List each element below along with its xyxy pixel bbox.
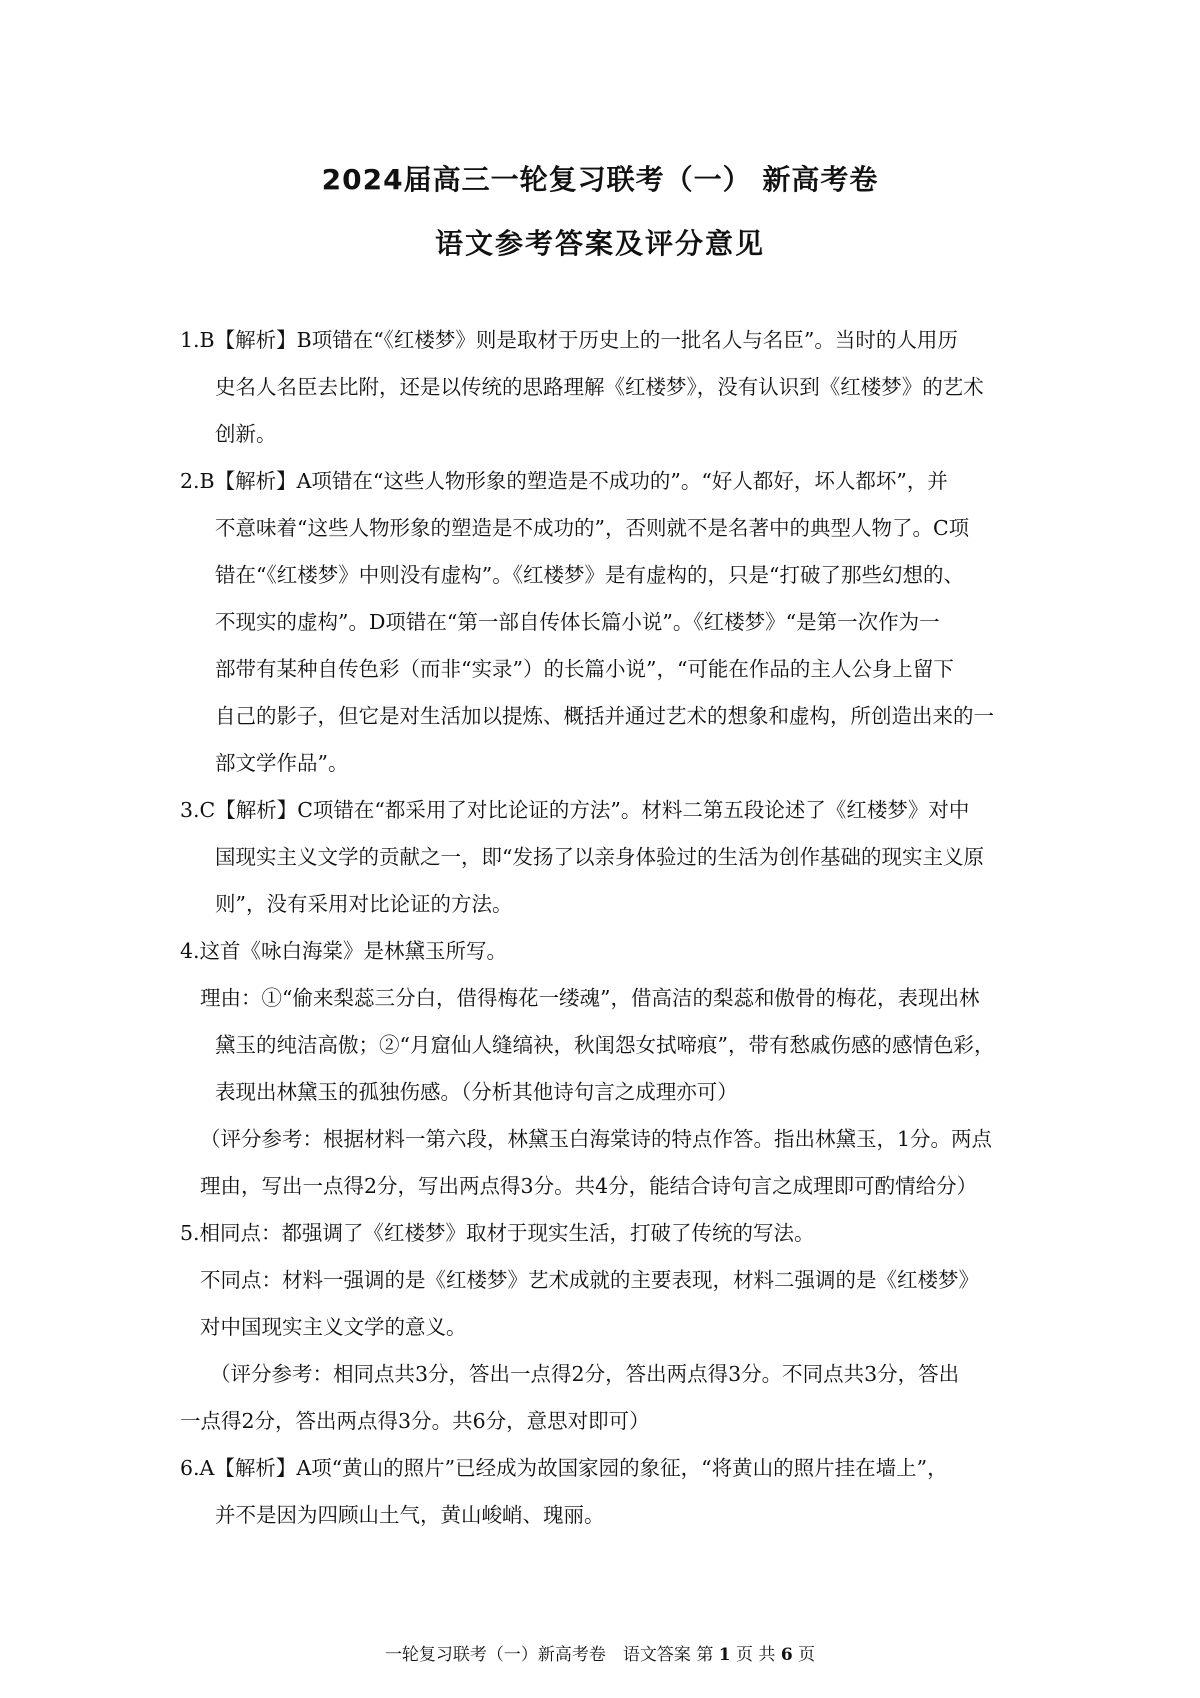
answer-item-lead-line: 1.B【解析】B项错在“《红楼梦》则是取材于历史上的一批名人与名臣”。当时的人用历	[180, 328, 958, 352]
answer-item-line: 一点得2分，答出两点得3分。共6分，意思对即可）	[180, 1409, 650, 1433]
answer-item-line: 国现实主义文学的贡献之一，即“发扬了以亲身体验过的生活为创作基础的现实主义原	[215, 845, 984, 869]
answer-item-line: 史名人名臣去比附，还是以传统的思路理解《红楼梦》，没有认识到《红楼梦》的艺术	[215, 375, 984, 399]
answer-item-line: 并不是因为四顾山土气，黄山峻峭、瑰丽。	[215, 1503, 605, 1527]
answer-item-line: 不同点：材料一强调的是《红楼梦》艺术成就的主要表现，材料二强调的是《红楼梦》	[200, 1268, 979, 1292]
footer-prefix: 一轮复习联考（一）新高考卷 语文答案 第	[384, 1645, 714, 1665]
answer-item-lead-line: 3.C【解析】C项错在“都采用了对比论证的方法”。材料二第五段论述了《红楼梦》对中	[180, 798, 970, 822]
answer-item-line: 表现出林黛玉的孤独伤感。（分析其他诗句言之成理亦可）	[215, 1080, 738, 1104]
answer-item-line: （评分参考：相同点共3分，答出一点得2分，答出两点得3分。不同点共3分，答出	[210, 1362, 960, 1386]
answer-item-line: 部文学作品”。	[215, 751, 349, 775]
answer-item-line: 错在“《红楼梦》中则没有虚构”。《红楼梦》是有虚构的，只是“打破了那些幻想的、	[215, 563, 964, 587]
answer-item-line: （评分参考：根据材料一第六段，林黛玉白海棠诗的特点作答。指出林黛玉，1分。两点	[200, 1127, 993, 1151]
answer-item-lead-line: 5.相同点：都强调了《红楼梦》取材于现实生活，打破了传统的写法。	[180, 1221, 815, 1245]
answer-item-line: 黛玉的纯洁高傲；②“月窟仙人缝缟袂，秋闺怨女拭啼痕”，带有愁戚伤感的感情色彩，	[215, 1033, 995, 1057]
answer-item	[180, 934, 1030, 1203]
answer-item	[180, 323, 1030, 451]
answer-item-line: 不现实的虚构”。D项错在“第一部自传体长篇小说”。《红楼梦》“是第一次作为一	[215, 610, 940, 634]
answer-item	[180, 1451, 1030, 1532]
answer-item-lead-line: 4.这首《咏白海棠》是林黛玉所写。	[180, 939, 508, 963]
answer-item-line: 自己的影子，但它是对生活加以提炼、概括并通过艺术的想象和虚构，所创造出来的一	[215, 704, 994, 728]
footer-total-pages: 6	[780, 1645, 793, 1665]
answer-list	[180, 323, 1030, 1545]
answer-item-line: 不意味着“这些人物形象的塑造是不成功的”，否则就不是名著中的典型人物了。C项	[215, 516, 970, 540]
answer-item	[180, 1216, 1030, 1438]
answer-item-line: 理由，写出一点得2分，写出两点得3分。共4分，能结合诗句言之成理即可酌情给分）	[200, 1174, 978, 1198]
answer-item	[180, 793, 1030, 921]
answer-item-lead-line: 6.A【解析】A项“黄山的照片”已经成为故国家园的象征，“将黄山的照片挂在墙上”，	[180, 1456, 948, 1480]
answer-item-line: 部带有某种自传色彩（而非“实录”）的长篇小说”，“可能在作品的主人公身上留下	[215, 657, 954, 681]
answer-item-lead-line: 2.B【解析】A项错在“这些人物形象的塑造是不成功的”。“好人都好，坏人都坏”，并	[180, 469, 948, 493]
answer-item-line: 创新。	[215, 422, 277, 446]
answer-item-line: 对中国现实主义文学的意义。	[200, 1315, 467, 1339]
footer-suffix: 页	[798, 1645, 816, 1665]
footer-middle: 页 共	[736, 1645, 776, 1665]
answer-item-line: 理由：①“偷来梨蕊三分白，借得梅花一缕魂”，借高洁的梨蕊和傲骨的梅花，表现出林	[200, 986, 980, 1010]
answer-item-line: 则”，没有采用对比论证的方法。	[215, 892, 513, 916]
answer-item	[180, 464, 1030, 780]
footer-page-number: 1	[718, 1645, 731, 1665]
document-subtitle: 语文参考答案及评分意见	[434, 227, 765, 260]
document-title: 2024届高三一轮复习联考（一） 新高考卷	[321, 163, 879, 196]
page-footer	[0, 1640, 1200, 1665]
